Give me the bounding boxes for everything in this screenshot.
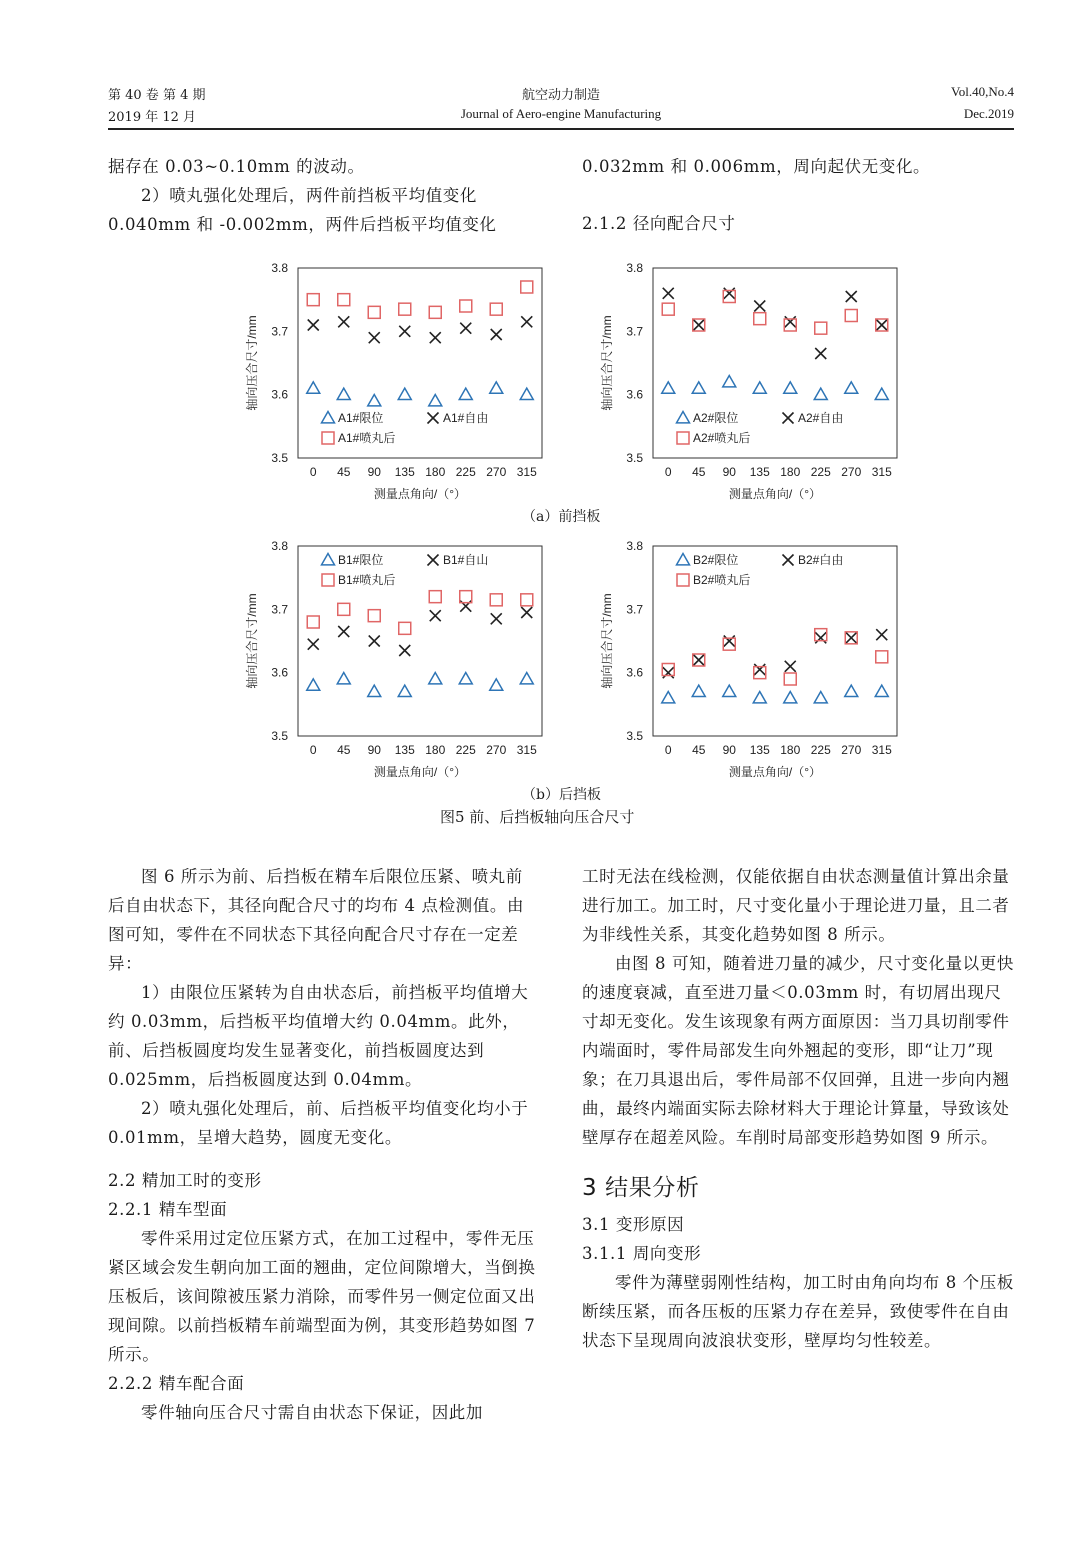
data-point xyxy=(785,661,796,672)
legend-label: B1#喷丸后 xyxy=(338,573,396,587)
data-point xyxy=(490,679,503,690)
x-tick-label: 315 xyxy=(871,743,892,757)
section-heading: 3.1.1 周向变形 xyxy=(582,1244,702,1263)
figure-caption: 图5 前、后挡板轴向压合尺寸 xyxy=(440,808,635,826)
data-point xyxy=(521,594,533,606)
x-tick-label: 90 xyxy=(722,465,736,479)
data-point xyxy=(723,376,736,387)
legend-marker xyxy=(322,554,335,565)
data-point xyxy=(338,316,349,327)
y-tick-label: 3.7 xyxy=(271,602,288,617)
top-left-line-1: 据存在 0.03~0.10mm 的波动。 xyxy=(108,157,365,176)
legend-marker xyxy=(677,412,690,423)
legend-marker xyxy=(677,554,690,565)
paragraph: 工时无法在线检测，仅能依据自由状态测量值计算出余量进行加工。加工时，尺寸变化量小于理论进刀量，且二者为非线性关系，其变化趋势如图 8 所示。 xyxy=(582,867,1010,944)
x-tick-label: 90 xyxy=(367,465,381,479)
legend-label: A2#喷丸后 xyxy=(693,431,751,445)
x-tick-label: 225 xyxy=(810,465,831,479)
volume-cn: 第 40 卷 第 4 期 xyxy=(108,88,206,103)
data-point xyxy=(876,651,888,663)
body-left-column xyxy=(108,862,538,1427)
paragraph: 1）由限位压紧转为自由状态后，前挡板平均值增大约 0.03mm，后挡板平均值增大约 0.04mm。此外，前、后挡板圆度均发生显著变化，前挡板圆度达到 0.025mm，后挡板圆度达到 0.04mm。 xyxy=(108,983,529,1089)
y-tick-label: 3.6 xyxy=(626,387,643,402)
x-tick-label: 270 xyxy=(486,465,507,479)
x-tick-label: 90 xyxy=(722,743,736,757)
top-right-line-1: 0.032mm 和 0.006mm，周向起伏无变化。 xyxy=(582,157,931,176)
data-point xyxy=(845,685,858,696)
x-tick-label: 225 xyxy=(455,465,476,479)
x-tick-label: 45 xyxy=(337,465,351,479)
y-tick-label: 3.6 xyxy=(271,665,288,680)
legend-label: B2#限位 xyxy=(693,553,739,567)
data-point xyxy=(368,306,380,318)
data-point xyxy=(430,332,441,343)
data-point xyxy=(490,382,503,393)
data-point xyxy=(459,673,472,684)
paragraph: 零件轴向压合尺寸需自由状态下保证，因此加 xyxy=(141,1403,483,1422)
data-point xyxy=(753,382,766,393)
data-point xyxy=(876,629,887,640)
legend-label: B1#限位 xyxy=(338,553,384,567)
data-point xyxy=(521,607,532,618)
data-point xyxy=(398,685,411,696)
data-point xyxy=(814,692,827,703)
x-axis-label: 测量点角向/（°） xyxy=(728,765,822,779)
journal-title-en: Journal of Aero-engine Manufacturing xyxy=(460,106,662,121)
data-point xyxy=(692,382,705,393)
data-point xyxy=(429,673,442,684)
section-heading: 2.2.1 精车型面 xyxy=(108,1200,228,1219)
y-axis-label: 轴向压合尺寸/mm xyxy=(245,315,259,411)
section-heading: 2.2.2 精车配合面 xyxy=(108,1374,245,1393)
caption-a: （a）前挡板 xyxy=(522,509,601,525)
x-tick-label: 0 xyxy=(664,743,672,757)
x-tick-label: 45 xyxy=(692,465,706,479)
top-left-text xyxy=(108,152,538,239)
data-point xyxy=(430,610,441,621)
data-point xyxy=(307,294,319,306)
data-point xyxy=(490,594,502,606)
section-heading-2-1-2: 2.1.2 径向配合尺寸 xyxy=(582,214,736,233)
x-tick-label: 0 xyxy=(309,743,317,757)
y-tick-label: 3.6 xyxy=(626,665,643,680)
section-heading: 2.2 精加工时的变形 xyxy=(108,1171,262,1190)
y-tick-label: 3.7 xyxy=(271,324,288,339)
chart-a2 xyxy=(595,258,915,508)
data-point xyxy=(754,664,765,675)
volume-en: Vol.40,No.4 xyxy=(951,84,1014,99)
top-right-text xyxy=(582,152,1014,238)
caption-b: （b）后挡板 xyxy=(522,787,601,803)
chart-a1 xyxy=(240,258,560,508)
x-tick-label: 270 xyxy=(486,743,507,757)
data-point xyxy=(399,622,411,634)
x-tick-label: 0 xyxy=(664,465,672,479)
x-tick-label: 180 xyxy=(425,743,446,757)
data-point xyxy=(662,303,674,315)
data-point xyxy=(398,388,411,399)
x-tick-label: 225 xyxy=(810,743,831,757)
x-axis-label: 测量点角向/（°） xyxy=(728,487,822,501)
data-point xyxy=(845,382,858,393)
x-tick-label: 90 xyxy=(367,743,381,757)
section-heading: 3 结果分析 xyxy=(582,1175,700,1201)
data-point xyxy=(815,348,826,359)
section-heading: 3.1 变形原因 xyxy=(582,1215,685,1234)
data-point xyxy=(491,613,502,624)
y-tick-label: 3.5 xyxy=(271,729,288,743)
x-axis-label: 测量点角向/（°） xyxy=(373,765,467,779)
data-point xyxy=(724,288,735,299)
data-point xyxy=(337,673,350,684)
paragraph: 零件采用过定位压紧方式，在加工过程中，零件无压紧区域会发生朝向加工面的翘曲，定位间隙增大，当倒换压板后，该间隙被压紧力消除，而零件另一侧定位面又出现间隙。以前挡板精车前端型面为例，其变形趋势如图 7 所示。 xyxy=(108,1229,536,1364)
data-point xyxy=(368,395,381,406)
data-point xyxy=(693,320,704,331)
data-point xyxy=(307,616,319,628)
data-point xyxy=(784,692,797,703)
data-point xyxy=(724,636,735,647)
x-tick-label: 180 xyxy=(780,465,801,479)
top-left-paragraph-2: 2）喷丸强化处理后，两件前挡板平均值变化 0.040mm 和 -0.002mm，两件后挡板平均值变化 xyxy=(108,186,497,234)
legend-marker xyxy=(783,413,794,424)
journal-title-cn: 航空动力制造 xyxy=(521,88,600,103)
x-tick-label: 315 xyxy=(516,465,537,479)
legend-label: A1#喷丸后 xyxy=(338,431,396,445)
data-point xyxy=(369,332,380,343)
x-tick-label: 0 xyxy=(309,465,317,479)
paragraph: 2）喷丸强化处理后，前、后挡板平均值变化均小于 0.01mm，呈增大趋势，圆度无变化。 xyxy=(108,1099,529,1147)
paragraph xyxy=(108,1152,538,1166)
x-tick-label: 180 xyxy=(425,465,446,479)
data-point xyxy=(875,685,888,696)
y-tick-label: 3.8 xyxy=(271,539,288,553)
data-point xyxy=(784,382,797,393)
data-point xyxy=(815,632,826,643)
data-point xyxy=(846,291,857,302)
data-point xyxy=(369,636,380,647)
page-header xyxy=(108,82,1014,130)
plot-frame xyxy=(298,268,542,458)
data-point xyxy=(429,395,442,406)
legend-marker xyxy=(322,432,334,444)
date-cn: 2019 年 12 月 xyxy=(108,110,197,125)
data-point xyxy=(338,603,350,615)
data-point xyxy=(754,313,766,325)
legend-marker xyxy=(677,574,689,586)
data-point xyxy=(491,329,502,340)
data-point xyxy=(662,692,675,703)
legend-marker xyxy=(783,555,794,566)
legend-marker xyxy=(322,574,334,586)
legend-label: B2#白由 xyxy=(798,553,844,567)
x-tick-label: 45 xyxy=(692,743,706,757)
x-tick-label: 135 xyxy=(394,465,415,479)
body-right-column xyxy=(582,862,1014,1355)
x-tick-label: 135 xyxy=(749,465,770,479)
data-point xyxy=(459,388,472,399)
data-point xyxy=(521,316,532,327)
x-tick-label: 315 xyxy=(516,743,537,757)
data-point xyxy=(845,310,857,322)
data-point xyxy=(785,316,796,327)
y-axis-label: 轴向压合尺寸/mm xyxy=(600,593,614,689)
y-tick-label: 3.8 xyxy=(626,261,643,275)
data-point xyxy=(368,610,380,622)
legend-label: A2#限位 xyxy=(693,411,739,425)
data-point xyxy=(692,685,705,696)
legend-marker xyxy=(677,432,689,444)
legend-label: B2#喷丸后 xyxy=(693,573,751,587)
data-point xyxy=(815,322,827,334)
x-tick-label: 225 xyxy=(455,743,476,757)
data-point xyxy=(520,673,533,684)
data-point xyxy=(753,692,766,703)
data-point xyxy=(663,667,674,678)
y-tick-label: 3.5 xyxy=(626,451,643,465)
x-tick-label: 315 xyxy=(871,465,892,479)
data-point xyxy=(368,685,381,696)
data-point xyxy=(307,679,320,690)
data-point xyxy=(875,388,888,399)
data-point xyxy=(754,301,765,312)
data-point xyxy=(308,320,319,331)
data-point xyxy=(429,591,441,603)
x-tick-label: 45 xyxy=(337,743,351,757)
y-tick-label: 3.6 xyxy=(271,387,288,402)
legend-marker xyxy=(428,413,439,424)
data-point xyxy=(338,294,350,306)
data-point xyxy=(460,300,472,312)
legend-label: A2#自由 xyxy=(798,411,844,425)
data-point xyxy=(693,655,704,666)
x-tick-label: 270 xyxy=(841,465,862,479)
plot-frame xyxy=(653,268,897,458)
x-tick-label: 135 xyxy=(749,743,770,757)
data-point xyxy=(814,388,827,399)
chart-b1 xyxy=(240,536,560,786)
chart-b2 xyxy=(595,536,915,786)
y-axis-label: 轴向压合尺寸/mm xyxy=(600,315,614,411)
data-point xyxy=(338,626,349,637)
data-point xyxy=(520,388,533,399)
data-point xyxy=(723,685,736,696)
legend-label: B1#自山 xyxy=(443,553,489,567)
data-point xyxy=(521,281,533,293)
data-point xyxy=(399,303,411,315)
y-tick-label: 3.7 xyxy=(626,602,643,617)
y-tick-label: 3.7 xyxy=(626,324,643,339)
x-tick-label: 135 xyxy=(394,743,415,757)
x-tick-label: 270 xyxy=(841,743,862,757)
data-point xyxy=(876,320,887,331)
y-tick-label: 3.5 xyxy=(271,451,288,465)
paragraph xyxy=(582,1152,1014,1166)
legend-label: A1#自由 xyxy=(443,411,489,425)
data-point xyxy=(662,382,675,393)
legend-marker xyxy=(322,412,335,423)
data-point xyxy=(490,303,502,315)
paragraph: 由图 8 可知，随着进刀量的减少，尺寸变化量以更快的速度衰减，直至进刀量＜0.03mm 时，有切屑出现尺寸却无变化。发生该现象有两方面原因：当刀具切削零件内端面时，零件局部发生向外翘起的变形，即“让刀”现象；在刀具退出后，零件局部不仅回弹，且进一步向内翘曲，最终内端面实际去除材料大于理论计算量，导致该处壁厚存在超差风险。车削时局部变形趋势如图 9 所示。 xyxy=(582,954,1014,1147)
data-point xyxy=(399,326,410,337)
data-point xyxy=(307,382,320,393)
data-point xyxy=(337,388,350,399)
data-point xyxy=(784,673,796,685)
y-tick-label: 3.8 xyxy=(271,261,288,275)
y-tick-label: 3.5 xyxy=(626,729,643,743)
data-point xyxy=(663,288,674,299)
legend-marker xyxy=(428,555,439,566)
x-axis-label: 测量点角向/（°） xyxy=(373,487,467,501)
data-point xyxy=(308,639,319,650)
y-tick-label: 3.8 xyxy=(626,539,643,553)
data-point xyxy=(846,632,857,643)
paragraph: 图 6 所示为前、后挡板在精车后限位压紧、喷丸前后自由状态下，其径向配合尺寸的均布 4 点检测值。由图可知，零件在不同状态下其径向配合尺寸存在一定差异： xyxy=(108,867,525,973)
data-point xyxy=(429,306,441,318)
legend-label: A1#限位 xyxy=(338,411,384,425)
paragraph: 零件为薄壁弱刚性结构，加工时由角向均布 8 个压板断续压紧，而各压板的压紧力存在差异，致使零件在自由状态下呈现周向波浪状变形，壁厚均匀性较差。 xyxy=(582,1273,1014,1350)
date-en: Dec.2019 xyxy=(963,106,1014,121)
x-tick-label: 180 xyxy=(780,743,801,757)
data-point xyxy=(460,323,471,334)
y-axis-label: 轴向压合尺寸/mm xyxy=(245,593,259,689)
data-point xyxy=(399,645,410,656)
